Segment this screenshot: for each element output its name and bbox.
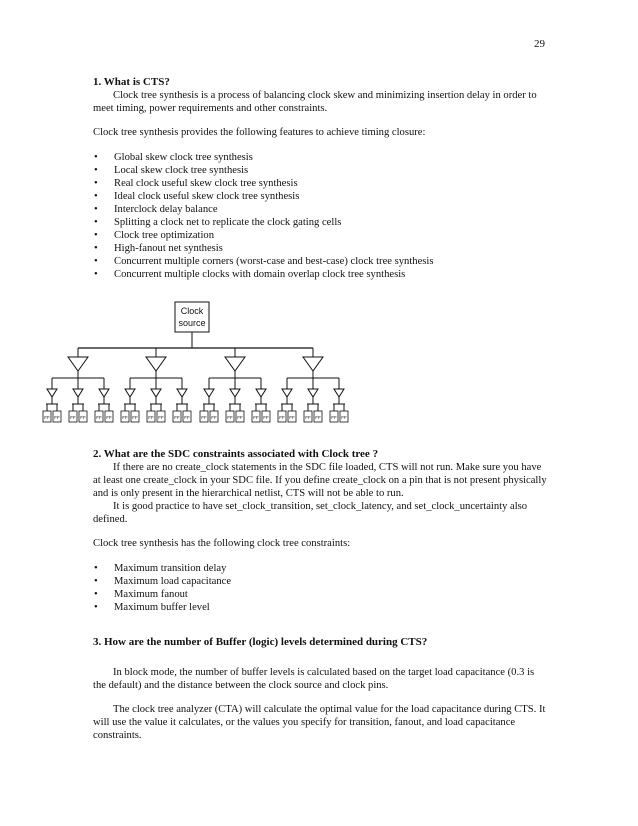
flip-flop-label: FF [148,415,154,420]
flip-flop-label: FF [80,415,86,420]
features-list [93,151,547,281]
flip-flop-label: FF [70,415,76,420]
level-2-buffer-icon [230,389,240,397]
page-number: 29 [534,38,545,50]
q2-title: 2. What are the SDC constraints associated with Clock tree ? [93,448,379,460]
q1-title: 1. What is CTS? [93,76,170,88]
flip-flop-label: FF [331,415,337,420]
flip-flop-label: FF [106,415,112,420]
level-2-buffer-icon [177,389,187,397]
level-2-buffer-icon [47,389,57,397]
flip-flop-label: FF [315,415,321,420]
flip-flop-label: FF [305,415,311,420]
constraints-list [93,562,547,614]
flip-flop-label: FF [96,415,102,420]
list-item: • Real clock useful skew clock tree synthesis [93,177,547,190]
flip-flop-label: FF [263,415,269,420]
level-2-buffer-icon [204,389,214,397]
clock-source-label: Clock [180,306,204,316]
level-1-buffer-icon [303,357,323,371]
level-1-buffer-icon [146,357,166,371]
list-item: • Maximum fanout [93,588,547,601]
level-2-buffer-icon [125,389,135,397]
list-item: • High-fanout net synthesis [93,242,547,255]
section-3 [93,636,547,742]
list-item: • Maximum transition delay [93,562,547,575]
level-2-buffer-icon [73,389,83,397]
flip-flop-label: FF [184,415,190,420]
list-item: • Splitting a clock net to replicate the clock gating cells [93,216,547,229]
clock-source-label: source [178,318,206,328]
q1-para-2: Clock tree synthesis provides the following features to achieve timing closure: [93,127,426,138]
flip-flop-label: FF [289,415,295,420]
q1-para-1: Clock tree synthesis is a process of balancing clock skew and minimizing insertion delay in order to meet timing, power requirements and other constraints. [93,90,537,114]
list-item: • Maximum load capacitance [93,575,547,588]
level-2-buffer-icon [334,389,344,397]
flip-flop-label: FF [227,415,233,420]
flip-flop-label: FF [341,415,347,420]
level-2-buffer-icon [282,389,292,397]
q2-para-1: If there are no create_clock statements in the SDC file loaded, CTS will not run. Make sure you have at least one create_clock in your SDC file. If you define create_clock on a pin that is not present physically and is only present in the hierarchical netlist, CTS will not be able to run. [93,462,547,499]
clock-tree-diagram [44,300,347,430]
flip-flop-label: FF [201,415,207,420]
q3-title: 3. How are the number of Buffer (logic) levels determined during CTS? [93,636,428,648]
level-2-buffer-icon [151,389,161,397]
flip-flop-label: FF [211,415,217,420]
section-2 [93,448,547,614]
flip-flop-label: FF [54,415,60,420]
list-item: • Local skew clock tree synthesis [93,164,547,177]
flip-flop-label: FF [253,415,259,420]
list-item: • Ideal clock useful skew clock tree synthesis [93,190,547,203]
list-item: • Concurrent multiple corners (worst-case and best-case) clock tree synthesis [93,255,547,268]
flip-flop-label: FF [237,415,243,420]
flip-flop-label: FF [122,415,128,420]
flip-flop-label: FF [174,415,180,420]
flip-flop-label: FF [44,415,50,420]
q2-para-2: It is good practice to have set_clock_transition, set_clock_latency, and set_clock_uncertainty also defined. [93,501,528,525]
flip-flop-label: FF [132,415,138,420]
q3-para-1: In block mode, the number of buffer levels is calculated based on the target load capacitance (0.3 is the default) and the distance between the clock source and clock pins. [93,667,535,691]
level-1-buffer-icon [225,357,245,371]
level-2-buffer-icon [308,389,318,397]
list-item: • Clock tree optimization [93,229,547,242]
q2-para-3: Clock tree synthesis has the following clock tree constraints: [93,538,351,549]
flip-flop-label: FF [279,415,285,420]
q3-para-2: The clock tree analyzer (CTA) will calculate the optimal value for the load capacitance during CTS. It will use the value it calculates, or the values you specify for transition, fanout, and load capacitance constraints. [93,704,546,741]
level-2-buffer-icon [99,389,109,397]
flip-flop-label: FF [158,415,164,420]
list-item: • Concurrent multiple clocks with domain overlap clock tree synthesis [93,268,547,281]
list-item: • Global skew clock tree synthesis [93,151,547,164]
level-1-buffer-icon [68,357,88,371]
level-2-buffer-icon [256,389,266,397]
list-item: • Interclock delay balance [93,203,547,216]
section-1 [93,76,547,281]
list-item: • Maximum buffer level [93,601,547,614]
